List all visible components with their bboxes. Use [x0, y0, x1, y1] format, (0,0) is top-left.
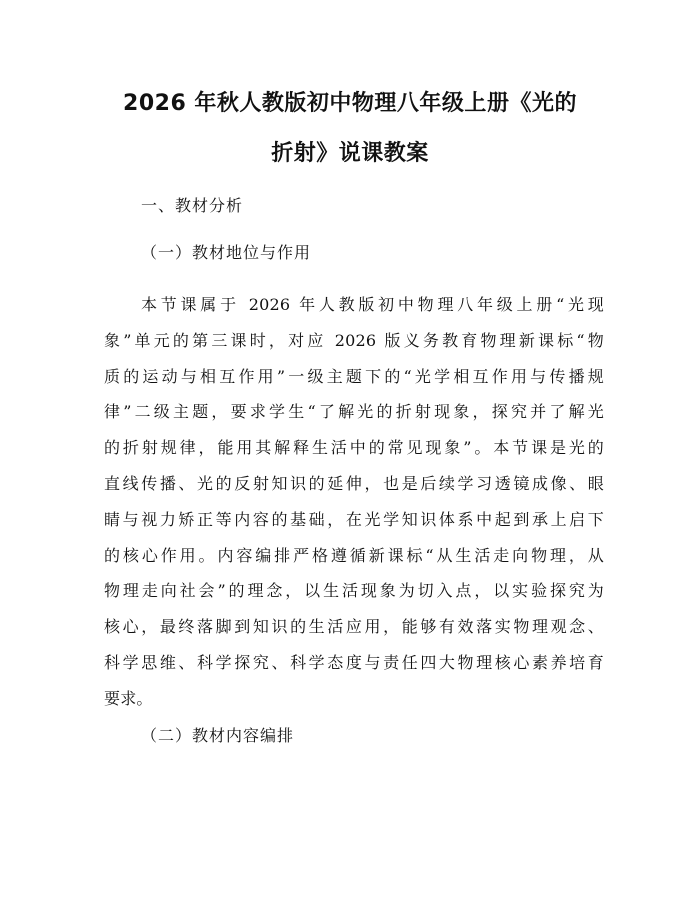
paragraph-line: 睛与视力矫正等内容的基础，在光学知识体系中起到承上启下 — [104, 509, 604, 529]
paragraph-line: 的折射规律，能用其解释生活中的常见现象”。本节课是光的 — [104, 438, 604, 458]
subsection-heading-1: （一）教材地位与作用 — [141, 243, 312, 262]
subsection-heading-2: （二）教材内容编排 — [141, 726, 295, 745]
paragraph-line: 直线传播、光的反射知识的延伸，也是后续学习透镜成像、眼 — [104, 473, 604, 493]
paragraph-line: 要求。 — [104, 688, 153, 708]
document-title-line-2: 折射》说课教案 — [271, 141, 429, 166]
body-paragraph — [104, 287, 604, 717]
paragraph-line: 本节课属于 2026 年人教版初中物理八年级上册“光现 — [141, 295, 604, 314]
paragraph-line: 物理走向社会”的理念，以生活现象为切入点，以实验探究为 — [104, 581, 604, 601]
paragraph-line: 核心，最终落脚到知识的生活应用，能够有效落实物理观念、 — [104, 617, 604, 637]
document-title-line-1: 2026 年秋人教版初中物理八年级上册《光的 — [123, 91, 577, 116]
paragraph-line: 象”单元的第三课时，对应 2026 版义务教育物理新课标“物 — [104, 330, 604, 350]
section-heading: 一、教材分析 — [141, 196, 244, 215]
paragraph-line: 科学思维、科学探究、科学态度与责任四大物理核心素养培育 — [104, 652, 604, 672]
paragraph-line: 的核心作用。内容编排严格遵循新课标“从生活走向物理，从 — [104, 545, 604, 565]
paragraph-line: 质的运动与相互作用”一级主题下的“光学相互作用与传播规 — [104, 366, 604, 386]
paragraph-line: 律”二级主题，要求学生“了解光的折射现象，探究并了解光 — [104, 402, 604, 422]
